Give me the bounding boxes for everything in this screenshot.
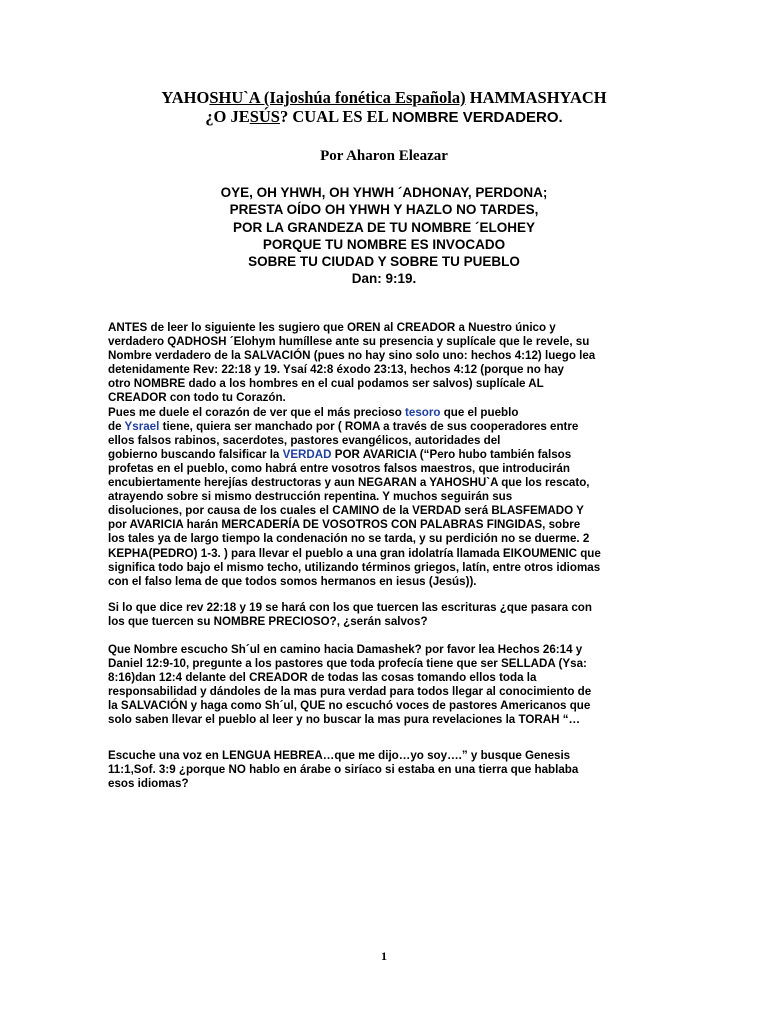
paragraph-line: los tales ya de largo tiempo la condenación no se tarda, y su perdición no se duerme. 2 xyxy=(108,532,590,546)
paragraph-line xyxy=(108,406,663,420)
document-title-line-2 xyxy=(100,108,668,127)
title-text: NOMBRE VERDADERO. xyxy=(391,109,563,126)
title-text: ? CUAL ES EL xyxy=(280,107,392,126)
paragraph-line: Daniel 12:9-10, pregunte a los pastores que toda profecía tiene que ser SELLADA (Ysa: xyxy=(108,657,587,671)
paragraph-question xyxy=(108,601,663,629)
paragraph-line: 11:1,Sof. 3:9 ¿porque NO hablo en árabe o siríaco si estaba en una tierra que hablaba xyxy=(108,763,579,777)
paragraph-line: disoluciones, por causa de los cuales el CAMINO de la VERDAD será BLASFEMADO Y xyxy=(108,504,584,518)
quote-line: POR LA GRANDEZA DE TU NOMBRE ´ELOHEY xyxy=(232,219,535,235)
paragraph-line: ANTES de leer lo siguiente les sugiero que OREN al CREADOR a Nuestro único y xyxy=(108,321,556,334)
line-text: Pues me duele el corazón de ver que el más precioso xyxy=(108,405,406,419)
scripture-quote xyxy=(120,184,648,288)
paragraph-line: verdadero QADHOSH ´Elohym humíllese ante su presencia y suplícale que le revele, su xyxy=(108,335,590,349)
paragraph-line: por AVARICIA harán MERCADERÍA DE VOSOTROS CON PALABRAS FINGIDAS, sobre xyxy=(108,518,581,532)
paragraph-damashek xyxy=(108,643,663,728)
paragraph-line: solo saben llevar el pueblo al leer y no buscar la mas pura revelaciones la TORAH “… xyxy=(108,713,581,727)
paragraph-line: 8:16)dan 12:4 delante del CREADOR de todas las cosas tomando ellos toda la xyxy=(108,671,537,685)
paragraph-line: Que Nombre escucho Sh´ul en camino hacia Damashek? por favor lea Hechos 26:14 y xyxy=(108,643,583,656)
paragraph-line xyxy=(108,420,663,434)
paragraph-line: los que tuercen su NOMBRE PRECIOSO?, ¿serán salvos? xyxy=(108,615,428,629)
paragraph-line: la SALVACIÓN y haga como Sh´ul, QUE no escuchó voces de pastores Americanos que xyxy=(108,699,591,713)
link-tesoro[interactable]: tesoro xyxy=(405,405,441,419)
paragraph-line: significa todo bajo el mismo techo, utilizando términos griegos, latín, entre otros idiomas xyxy=(108,560,601,574)
quote-line: PRESTA OÍDO OH YHWH Y HAZLO NO TARDES, xyxy=(229,202,539,218)
title-text: ¿O JE xyxy=(205,107,250,126)
paragraph-line: encubiertamente herejías destructoras y aun NEGARAN a YAHOSHU`A que los rescato, xyxy=(108,476,590,490)
title-text: HAMMASHYACH xyxy=(465,88,607,107)
paragraph-line: otro NOMBRE dado a los hombres en el cual podamos ser salvos) suplícale AL xyxy=(108,377,544,391)
line-text: tiene, quiera ser manchado por ( ROMA a través de sus cooperadores entre xyxy=(159,419,579,433)
line-text: gobierno buscando falsificar la xyxy=(108,447,283,461)
paragraph-hebrew xyxy=(108,749,663,791)
paragraph-line: responsabilidad y dándoles de la mas pura verdad para todos llegar al conocimiento de xyxy=(108,685,592,699)
paragraph-line: ellos falsos rabinos, sacerdotes, pastores evangélicos, autoridades del xyxy=(108,433,501,447)
paragraph-line: profetas en el pueblo, como habrá entre vosotros falsos maestros, que introducirán xyxy=(108,461,570,475)
quote-line: OYE, OH YHWH, OH YHWH ´ADHONAY, PERDONA; xyxy=(220,185,548,200)
title-underlined-text: SHU`A (Iajoshúa fonética Española) xyxy=(209,88,466,107)
title-text: YAHO xyxy=(161,88,210,107)
quote-line: SOBRE TU CIUDAD Y SOBRE TU PUEBLO xyxy=(248,254,520,270)
quote-reference: Dan: 9:19. xyxy=(351,271,417,287)
paragraph-line: CREADOR con todo tu Corazón. xyxy=(108,391,286,405)
line-text: POR AVARICIA (“Pero hubo también falsos xyxy=(331,447,572,461)
link-verdad[interactable]: VERDAD xyxy=(282,447,332,461)
link-ysrael[interactable]: Ysrael xyxy=(124,419,160,433)
paragraph-line: KEPHA(PEDRO) 1-3. ) para llevar el pueblo a una gran idolatría llamada EIKOUMENIC que xyxy=(108,546,601,560)
paragraph-line: detenidamente Rev: 22:18 y 19. Ysaí 42:8 éxodo 23:13, hechos 4:12 (porque no hay xyxy=(108,363,564,377)
paragraph-line: Escuche una voz en LENGUA HEBREA…que me dijo…yo soy….” y busque Genesis xyxy=(108,749,571,762)
line-text: de xyxy=(108,419,125,433)
document-title-line-1 xyxy=(100,89,668,107)
author-line: Por Aharon Eleazar xyxy=(320,148,448,164)
page-number: 1 xyxy=(381,949,387,963)
paragraph-line: esos idiomas? xyxy=(108,777,189,791)
paragraph-line xyxy=(108,448,663,462)
paragraph-line: Si lo que dice rev 22:18 y 19 se hará con los que tuercen las escrituras ¿que pasara con xyxy=(108,601,592,614)
paragraph-line: Nombre verdadero de la SALVACIÓN (pues no hay sino solo uno: hechos 4:12) luego lea xyxy=(108,349,596,363)
paragraph-line: con el falso lema de que todos somos hermanos en iesus (Jesús)). xyxy=(108,574,477,588)
paragraph-intro xyxy=(108,321,663,589)
line-text: que el pueblo xyxy=(440,405,519,419)
paragraph-line: atrayendo sobre si mismo destrucción repentina. Y muchos seguirán sus xyxy=(108,490,513,504)
title-underlined-text: SÚS xyxy=(249,107,280,126)
quote-line: PORQUE TU NOMBRE ES INVOCADO xyxy=(262,236,506,252)
